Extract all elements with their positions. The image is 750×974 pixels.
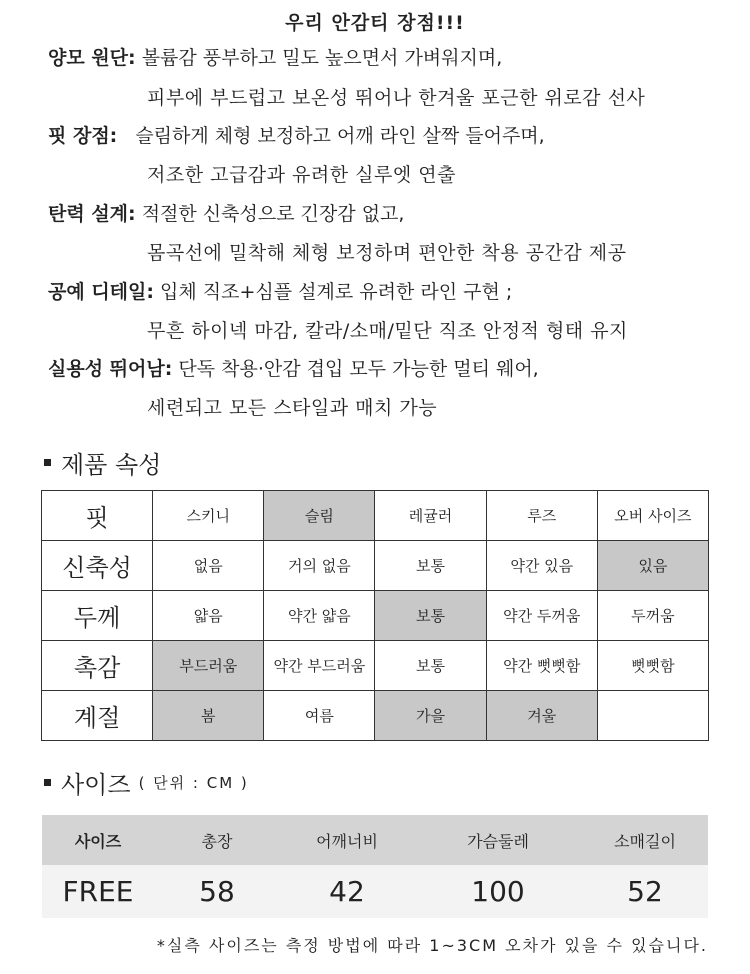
attribute-option: 가을 — [375, 691, 486, 741]
feature-wool-fabric — [48, 46, 502, 70]
size-header-cell: 총장 — [201, 831, 233, 851]
attribute-option: 약간 두꺼움 — [486, 591, 597, 641]
attribute-option: 약간 뻣뻣함 — [486, 641, 597, 691]
bullet-icon — [44, 459, 51, 466]
size-heading-text: 사이즈 — [61, 771, 131, 799]
attribute-option: 보통 — [375, 541, 486, 591]
feature-label: 실용성 뛰어남: — [48, 358, 173, 380]
attribute-row — [42, 541, 709, 591]
attribute-name: 두께 — [42, 591, 153, 641]
size-value-cell: 52 — [627, 875, 663, 908]
attribute-option: 여름 — [264, 691, 375, 741]
size-note: *실측 사이즈는 측정 방법에 따라 1~3CM 오차가 있을 수 있습니다. — [156, 936, 708, 955]
attribute-name: 핏 — [42, 491, 153, 541]
size-value-cell: 58 — [199, 875, 235, 908]
size-heading — [44, 765, 249, 800]
attribute-option: 약간 얇음 — [264, 591, 375, 641]
feature-text: 단독 착용·안감 겹입 모두 가능한 멀티 웨어, — [178, 358, 539, 380]
attribute-option — [597, 691, 708, 741]
attribute-row — [42, 641, 709, 691]
attributes-table — [41, 490, 709, 741]
feature-text-continued: 세련되고 모든 스타일과 매치 가능 — [147, 397, 438, 419]
size-table — [42, 815, 708, 918]
attribute-option: 겨울 — [486, 691, 597, 741]
attributes-heading-text: 제품 속성 — [61, 451, 162, 479]
feature-label: 탄력 설계: — [48, 203, 136, 225]
feature-label: 공예 디테일: — [48, 281, 154, 303]
attribute-option: 루즈 — [486, 491, 597, 541]
attribute-option: 레귤러 — [375, 491, 486, 541]
feature-text: 볼륨감 풍부하고 밀도 높으면서 가벼워지며, — [141, 47, 503, 69]
attribute-option: 봄 — [153, 691, 264, 741]
feature-text: 적절한 신축성으로 긴장감 없고, — [141, 203, 405, 225]
page-title: 우리 안감티 장점!!! — [285, 12, 465, 34]
feature-text-continued: 몸곡선에 밀착해 체형 보정하며 편안한 착용 공간감 제공 — [147, 242, 627, 264]
size-table-header — [42, 815, 708, 865]
size-header-cell: 어깨너비 — [316, 831, 378, 851]
feature-text: 슬림하게 체형 보정하고 어깨 라인 살짝 들어주며, — [135, 125, 545, 147]
attribute-row — [42, 691, 709, 741]
size-header-cell: 가슴둘레 — [467, 831, 529, 851]
attribute-option: 보통 — [375, 641, 486, 691]
attribute-name: 계절 — [42, 691, 153, 741]
attribute-option: 보통 — [375, 591, 486, 641]
size-value-cell: FREE — [62, 875, 134, 908]
attribute-option: 뻣뻣함 — [597, 641, 708, 691]
attribute-option: 약간 부드러움 — [264, 641, 375, 691]
size-table-row — [42, 865, 708, 918]
size-header-cell: 소매길이 — [614, 831, 676, 851]
feature-practicality — [48, 357, 539, 381]
attribute-option: 거의 없음 — [264, 541, 375, 591]
attribute-option: 약간 있음 — [486, 541, 597, 591]
feature-label: 양모 원단: — [48, 47, 136, 69]
bullet-icon — [44, 779, 51, 786]
size-header-cell: 사이즈 — [74, 831, 122, 851]
attribute-option: 얇음 — [153, 591, 264, 641]
size-value-cell: 42 — [329, 875, 365, 908]
attribute-option: 있음 — [597, 541, 708, 591]
feature-text-continued: 저조한 고급감과 유려한 실루엣 연출 — [147, 164, 456, 186]
feature-craft-detail — [48, 280, 512, 304]
attributes-heading — [44, 445, 161, 480]
attribute-option: 슬림 — [264, 491, 375, 541]
feature-elastic — [48, 202, 404, 226]
attribute-name: 신축성 — [42, 541, 153, 591]
feature-text-continued: 무흔 하이넥 마감, 칼라/소매/밑단 직조 안정적 형태 유지 — [147, 320, 628, 342]
size-unit: ( 단위 : CM ) — [138, 774, 249, 792]
attribute-option: 오버 사이즈 — [597, 491, 708, 541]
attribute-option: 스키니 — [153, 491, 264, 541]
feature-text: 입체 직조+심플 설계로 유려한 라인 구현 ; — [160, 281, 513, 303]
attribute-option: 두꺼움 — [597, 591, 708, 641]
attribute-option: 부드러움 — [153, 641, 264, 691]
attribute-row — [42, 491, 709, 541]
attribute-name: 촉감 — [42, 641, 153, 691]
size-value-cell: 100 — [471, 875, 525, 908]
feature-text-continued: 피부에 부드럽고 보온성 뛰어나 한겨울 포근한 위로감 선사 — [147, 87, 646, 109]
attribute-row — [42, 591, 709, 641]
attribute-option: 없음 — [153, 541, 264, 591]
feature-fit — [48, 124, 545, 148]
feature-label: 핏 장점: — [48, 125, 118, 147]
